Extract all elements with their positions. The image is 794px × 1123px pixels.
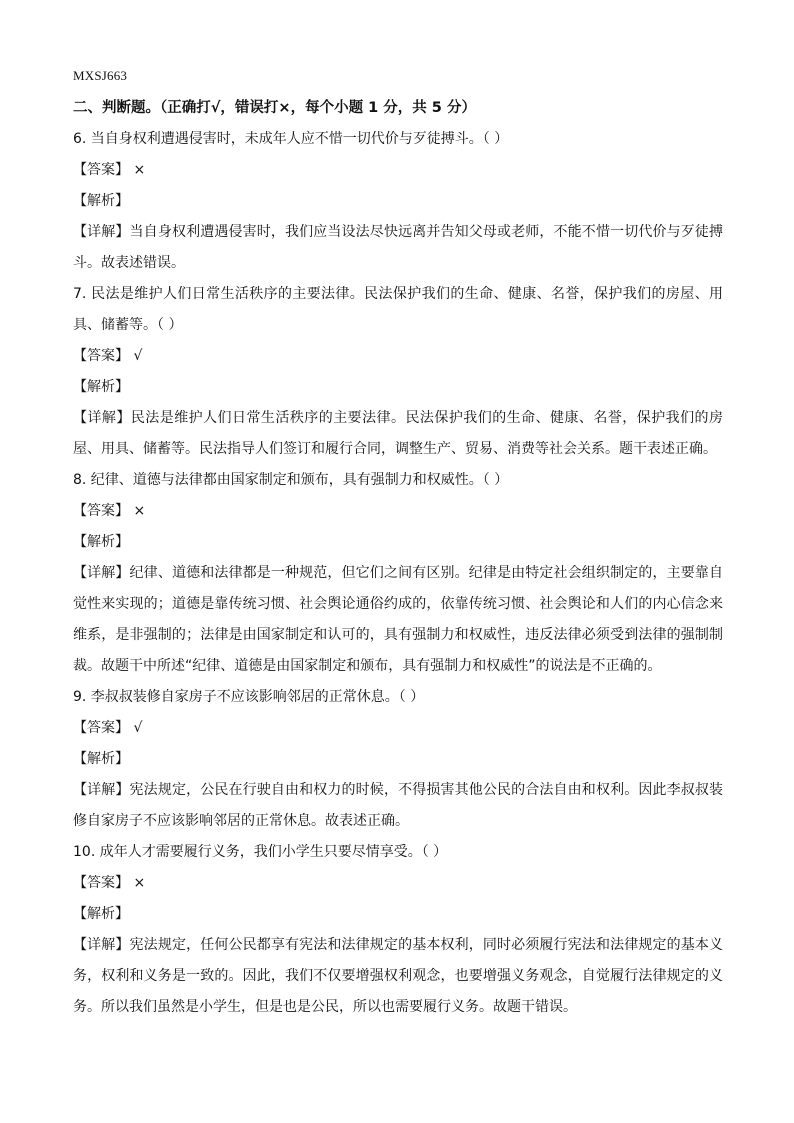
analysis-label-10: 【解析】 [73, 906, 129, 922]
answer-value: × [133, 503, 146, 519]
detail-text: 纪律、道德和法律都是一种规范，但它们之间有区别。纪律是由特定社会组织制定的，主要靠自觉性来实现的；道德是靠传统习惯、社会舆论通俗约成的，依靠传统习惯、社会舆论和人们的内心信念来维系，是非强制的；法律是由国家制定和认可的，具有强制力和权威性，违反法律必须受到法律的强制制裁。故题干中所述“纪律、道德是由国家制定和颁布，具有强制力和权威性”的说法是不正确的。 [73, 565, 724, 674]
answer-value: × [133, 875, 146, 891]
question-10: 10. 成年人才需要履行义务，我们小学生只要尽情享受。（ ） [73, 844, 448, 860]
detail-label: 【详解】 [73, 224, 130, 240]
analysis-label-8: 【解析】 [73, 534, 129, 550]
detail-label: 【详解】 [73, 565, 130, 581]
detail-text: 民法是维护人们日常生活秩序的主要法律。民法保护我们的生命、健康、名誉，保护我们的房屋、用具、储蓄等。民法指导人们签订和履行合同，调整生产、贸易、消费等社会关系。题干表述正确。 [73, 410, 724, 457]
answer-label: 【答案】 [73, 162, 129, 178]
analysis-label-7: 【解析】 [73, 379, 129, 395]
detail-text: 宪法规定，公民在行驶自由和权力的时候，不得损害其他公民的合法自由和权利。因此李叔叔装修自家房子不应该影响邻居的正常休息。故表述正确。 [73, 782, 724, 829]
answer-6 [73, 155, 723, 186]
document-code: MXSJ663 [73, 68, 128, 83]
answer-value: √ [133, 348, 143, 364]
detail-10 [73, 930, 723, 1023]
detail-8 [73, 558, 723, 682]
answer-label: 【答案】 [73, 348, 129, 364]
question-9: 9. 李叔叔装修自家房子不应该影响邻居的正常休息。（ ） [73, 689, 425, 705]
answer-value: × [133, 162, 146, 178]
answer-label: 【答案】 [73, 503, 129, 519]
answer-label: 【答案】 [73, 875, 129, 891]
answer-8 [73, 496, 723, 527]
section-title: 二、判断题。（正确打√，错误打×，每个小题 1 分，共 5 分） [73, 100, 476, 116]
question-list [73, 93, 723, 1023]
detail-label: 【详解】 [73, 937, 130, 953]
answer-label: 【答案】 [73, 720, 129, 736]
detail-6 [73, 217, 723, 279]
answer-9 [73, 713, 723, 744]
question-7: 7. 民法是维护人们日常生活秩序的主要法律。民法保护我们的生命、健康、名誉，保护我们的房屋、用具、储蓄等。（ ） [73, 286, 723, 333]
answer-value: √ [133, 720, 143, 736]
detail-label: 【详解】 [73, 782, 130, 798]
question-8: 8. 纪律、道德与法律都由国家制定和颁布，具有强制力和权威性。（ ） [73, 472, 509, 488]
detail-text: 当自身权利遭遇侵害时，我们应当设法尽快远离并告知父母或老师，不能不惜一切代价与歹徒搏斗。故表述错误。 [73, 224, 724, 271]
analysis-label-9: 【解析】 [73, 751, 129, 767]
question-6: 6. 当自身权利遭遇侵害时，未成年人应不惜一切代价与歹徒搏斗。（ ） [73, 131, 509, 147]
answer-7 [73, 341, 723, 372]
detail-7 [73, 403, 723, 465]
detail-9 [73, 775, 723, 837]
detail-label: 【详解】 [73, 410, 131, 426]
analysis-label-6: 【解析】 [73, 193, 129, 209]
answer-10 [73, 868, 723, 899]
detail-text: 宪法规定，任何公民都享有宪法和法律规定的基本权利，同时必须履行宪法和法律规定的基本义务，权利和义务是一致的。因此，我们不仅要增强权利观念，也要增强义务观念，自觉履行法律规定的义务。所以我们虽然是小学生，但是也是公民，所以也需要履行义务。故题干错误。 [73, 937, 724, 1015]
